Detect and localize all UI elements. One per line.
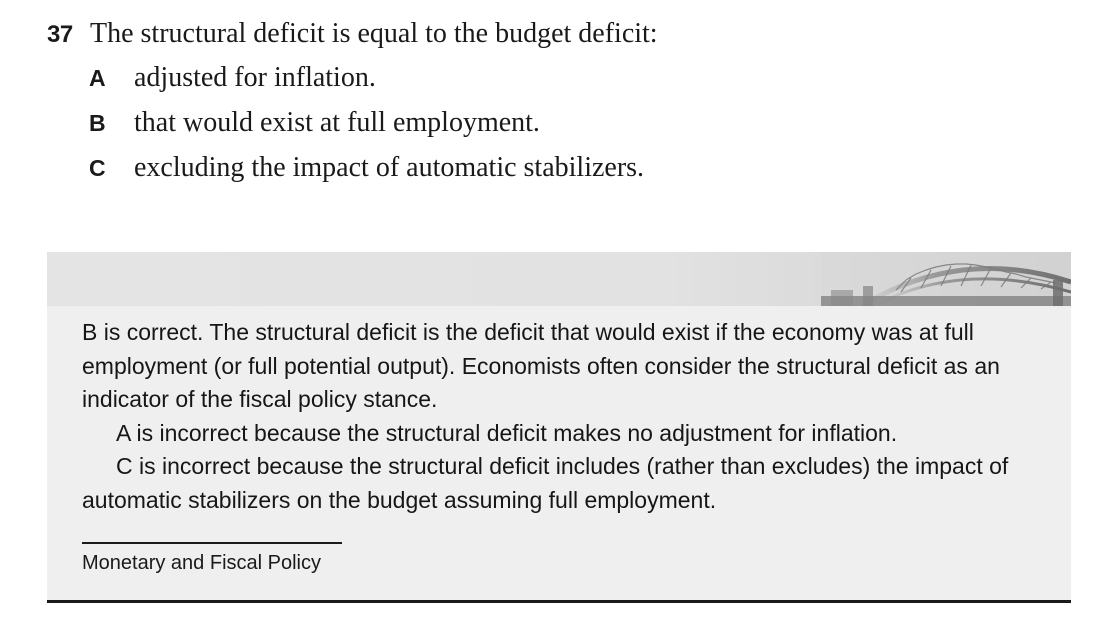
topic-divider [82, 542, 342, 544]
question-block [47, 18, 1057, 197]
explanation-paragraph: A is incorrect because the structural deficit makes no adjustment for inflation. [116, 419, 898, 446]
explanation-paragraph: B is correct. The structural deficit is the deficit that would exist if the economy was at full employment (or full potential output). Economists often consider the structural deficit as an indicator of the fiscal policy stance. [82, 319, 1000, 412]
option-letter: B [89, 110, 106, 136]
option-c [47, 152, 1057, 197]
answer-panel [47, 252, 1071, 602]
option-a [47, 62, 1057, 107]
panel-header-band [47, 252, 1071, 306]
option-text: adjusted for inflation. [134, 62, 376, 93]
answer-explanation [82, 316, 1047, 517]
option-letter: A [89, 65, 106, 91]
topic-label: Monetary and Fiscal Policy [82, 552, 321, 574]
bridge-icon [821, 252, 1071, 306]
option-letter: C [89, 155, 106, 181]
panel-bottom-rule [47, 600, 1071, 603]
option-text: that would exist at full employment. [134, 107, 540, 138]
explanation-paragraph: C is incorrect because the structural deficit includes (rather than excludes) the impact of automatic stabilizers on the budget assuming full employment. [82, 453, 1009, 513]
option-b [47, 107, 1057, 152]
question-number: 37 [47, 21, 73, 48]
option-text: excluding the impact of automatic stabilizers. [134, 152, 645, 183]
question-stem-line [47, 18, 1057, 62]
question-stem: The structural deficit is equal to the budget deficit: [90, 18, 658, 49]
